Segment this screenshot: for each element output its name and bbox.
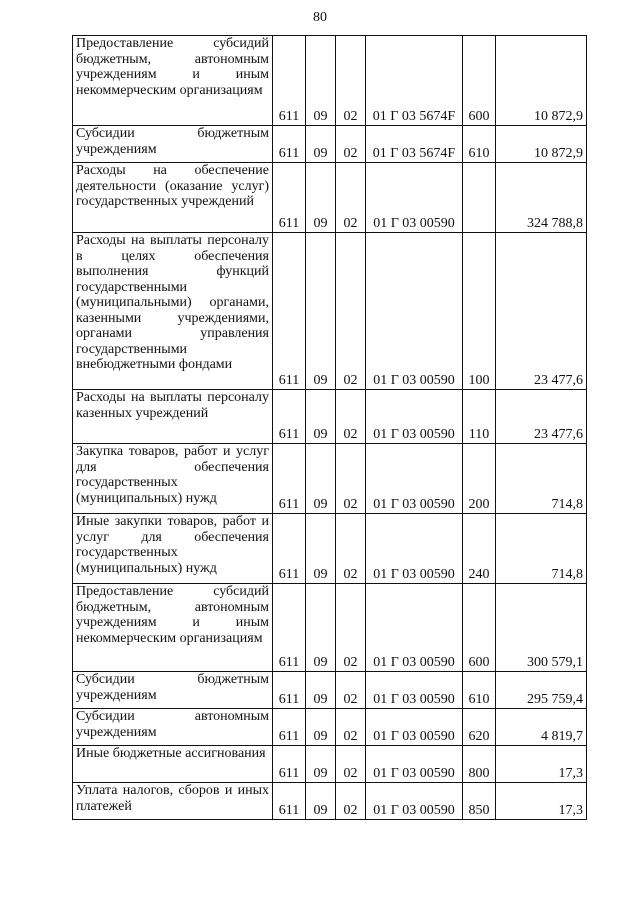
expense-type-code: 800: [463, 746, 496, 783]
table-row: [73, 584, 587, 672]
subsection-code: 02: [336, 163, 366, 233]
ministry-code: 611: [273, 36, 306, 126]
target-code: 01 Г 03 00590: [366, 709, 463, 746]
budget-table: [72, 35, 587, 820]
ministry-code: 611: [273, 783, 306, 820]
ministry-code: 611: [273, 233, 306, 390]
row-name: Иные бюджетные ассигнования: [73, 746, 273, 783]
expense-type-code: 600: [463, 584, 496, 672]
ministry-code: 611: [273, 390, 306, 444]
amount: 324 788,8: [496, 163, 587, 233]
row-name: Расходы на выплаты персоналу казенных учреждений: [73, 390, 273, 444]
budget-table-body: [73, 36, 587, 820]
amount: 300 579,1: [496, 584, 587, 672]
row-name: Предоставление субсидий бюджетным, автономным учреждениям и иным некоммерческим организациям: [73, 584, 273, 672]
ministry-code: 611: [273, 514, 306, 584]
subsection-code: 02: [336, 584, 366, 672]
expense-type-code: 610: [463, 672, 496, 709]
amount: 17,3: [496, 783, 587, 820]
amount: 10 872,9: [496, 126, 587, 163]
row-name: Субсидии автономным учреждениям: [73, 709, 273, 746]
row-name: Расходы на выплаты персоналу в целях обеспечения выполнения функций государственными (муниципальными) органами, казенными учреждениями, органами управления государственными внебюджетными фондами: [73, 233, 273, 390]
expense-type-code: 600: [463, 36, 496, 126]
row-name: Иные закупки товаров, работ и услуг для обеспечения государственных (муниципальных) нужд: [73, 514, 273, 584]
amount: 4 819,7: [496, 709, 587, 746]
section-code: 09: [306, 233, 336, 390]
expense-type-code: 240: [463, 514, 496, 584]
page-number: 80: [313, 10, 327, 25]
target-code: 01 Г 03 00590: [366, 514, 463, 584]
section-code: 09: [306, 783, 336, 820]
amount: 23 477,6: [496, 233, 587, 390]
section-code: 09: [306, 746, 336, 783]
row-name: Расходы на обеспечение деятельности (оказание услуг) государственных учреждений: [73, 163, 273, 233]
row-name: Закупка товаров, работ и услуг для обеспечения государственных (муниципальных) нужд: [73, 444, 273, 514]
target-code: 01 Г 03 00590: [366, 390, 463, 444]
target-code: 01 Г 03 00590: [366, 746, 463, 783]
section-code: 09: [306, 584, 336, 672]
target-code: 01 Г 03 00590: [366, 672, 463, 709]
row-name: Предоставление субсидий бюджетным, автономным учреждениям и иным некоммерческим организациям: [73, 36, 273, 126]
section-code: 09: [306, 672, 336, 709]
amount: 17,3: [496, 746, 587, 783]
table-row: [73, 514, 587, 584]
table-row: [73, 163, 587, 233]
ministry-code: 611: [273, 746, 306, 783]
ministry-code: 611: [273, 672, 306, 709]
subsection-code: 02: [336, 514, 366, 584]
row-name: Уплата налогов, сборов и иных платежей: [73, 783, 273, 820]
ministry-code: 611: [273, 709, 306, 746]
subsection-code: 02: [336, 233, 366, 390]
table-row: [73, 390, 587, 444]
row-name: Субсидии бюджетным учреждениям: [73, 126, 273, 163]
table-row: [73, 444, 587, 514]
subsection-code: 02: [336, 444, 366, 514]
expense-type-code: 100: [463, 233, 496, 390]
amount: 714,8: [496, 444, 587, 514]
subsection-code: 02: [336, 746, 366, 783]
expense-type-code: 610: [463, 126, 496, 163]
table-row: [73, 126, 587, 163]
subsection-code: 02: [336, 36, 366, 126]
target-code: 01 Г 03 00590: [366, 444, 463, 514]
table-row: [73, 783, 587, 820]
section-code: 09: [306, 514, 336, 584]
section-code: 09: [306, 36, 336, 126]
amount: 714,8: [496, 514, 587, 584]
subsection-code: 02: [336, 783, 366, 820]
expense-type-code: 110: [463, 390, 496, 444]
section-code: 09: [306, 444, 336, 514]
section-code: 09: [306, 163, 336, 233]
section-code: 09: [306, 709, 336, 746]
ministry-code: 611: [273, 584, 306, 672]
expense-type-code: 850: [463, 783, 496, 820]
row-name: Субсидии бюджетным учреждениям: [73, 672, 273, 709]
table-row: [73, 746, 587, 783]
table-row: [73, 709, 587, 746]
ministry-code: 611: [273, 126, 306, 163]
target-code: 01 Г 03 00590: [366, 584, 463, 672]
target-code: 01 Г 03 5674F: [366, 36, 463, 126]
section-code: 09: [306, 390, 336, 444]
subsection-code: 02: [336, 672, 366, 709]
ministry-code: 611: [273, 163, 306, 233]
expense-type-code: 200: [463, 444, 496, 514]
amount: 295 759,4: [496, 672, 587, 709]
target-code: 01 Г 03 00590: [366, 163, 463, 233]
target-code: 01 Г 03 00590: [366, 783, 463, 820]
subsection-code: 02: [336, 126, 366, 163]
table-row: [73, 672, 587, 709]
subsection-code: 02: [336, 709, 366, 746]
table-row: [73, 233, 587, 390]
amount: 23 477,6: [496, 390, 587, 444]
target-code: 01 Г 03 5674F: [366, 126, 463, 163]
expense-type-code: 620: [463, 709, 496, 746]
expense-type-code: [463, 163, 496, 233]
subsection-code: 02: [336, 390, 366, 444]
target-code: 01 Г 03 00590: [366, 233, 463, 390]
amount: 10 872,9: [496, 36, 587, 126]
table-row: [73, 36, 587, 126]
section-code: 09: [306, 126, 336, 163]
ministry-code: 611: [273, 444, 306, 514]
